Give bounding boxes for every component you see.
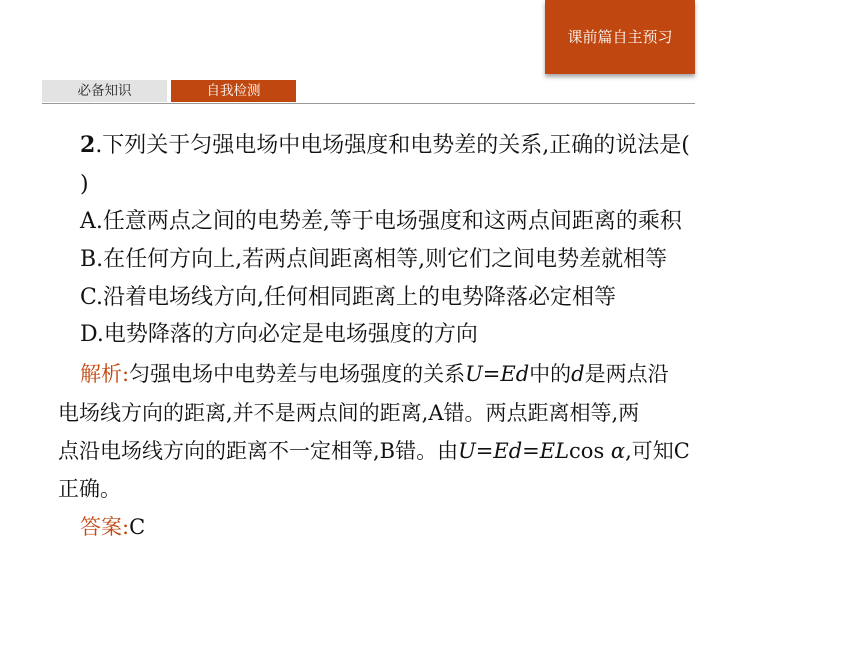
option-b: B.在任何方向上,若两点间距离相等,则它们之间电势差就相等 [80, 247, 668, 272]
option-d: D.电势降落的方向必定是电场强度的方向 [80, 322, 478, 347]
tab-self-check[interactable]: 自我检测 [171, 80, 296, 102]
alpha-symbol: α [610, 439, 626, 463]
formula-u-ed: U=Ed [465, 362, 530, 386]
analysis-text: 匀强电场中电势差与电场强度的关系 [129, 362, 466, 386]
section-tab[interactable]: 课前篇自主预习 [545, 0, 695, 74]
analysis-label: 解析: [80, 362, 130, 386]
question-stem [80, 128, 690, 163]
analysis-text: 中的 [529, 362, 572, 386]
analysis-text: 点沿电场线方向的距离不一定相等,B错。由 [58, 439, 459, 463]
header-divider [42, 103, 695, 104]
question-stem-close: ) [80, 172, 89, 197]
cos-text: cos [569, 439, 611, 463]
answer-line [80, 510, 145, 544]
analysis-line-3 [58, 434, 690, 468]
variable-d: d [571, 362, 585, 386]
analysis-text: ,可知C [625, 439, 690, 463]
answer-label: 答案: [80, 515, 130, 539]
analysis-line-1 [80, 357, 669, 391]
formula-u-ed-el: U=Ed=EL [458, 439, 570, 463]
analysis-line-2: 电场线方向的距离,并不是两点间的距离,A错。两点距离相等,两 [58, 401, 640, 425]
question-number: 2 [80, 132, 96, 158]
answer-value: C [129, 515, 146, 539]
option-a: A.任意两点之间的电势差,等于电场强度和这两点间距离的乘积 [80, 209, 682, 234]
tab-required-knowledge[interactable]: 必备知识 [42, 80, 167, 102]
option-c: C.沿着电场线方向,任何相同距离上的电势降落必定相等 [80, 285, 617, 310]
question-stem-text: .下列关于匀强电场中电场强度和电势差的关系,正确的说法是( [95, 133, 690, 158]
analysis-text: 是两点沿 [584, 362, 669, 386]
analysis-line-4: 正确。 [58, 477, 121, 501]
